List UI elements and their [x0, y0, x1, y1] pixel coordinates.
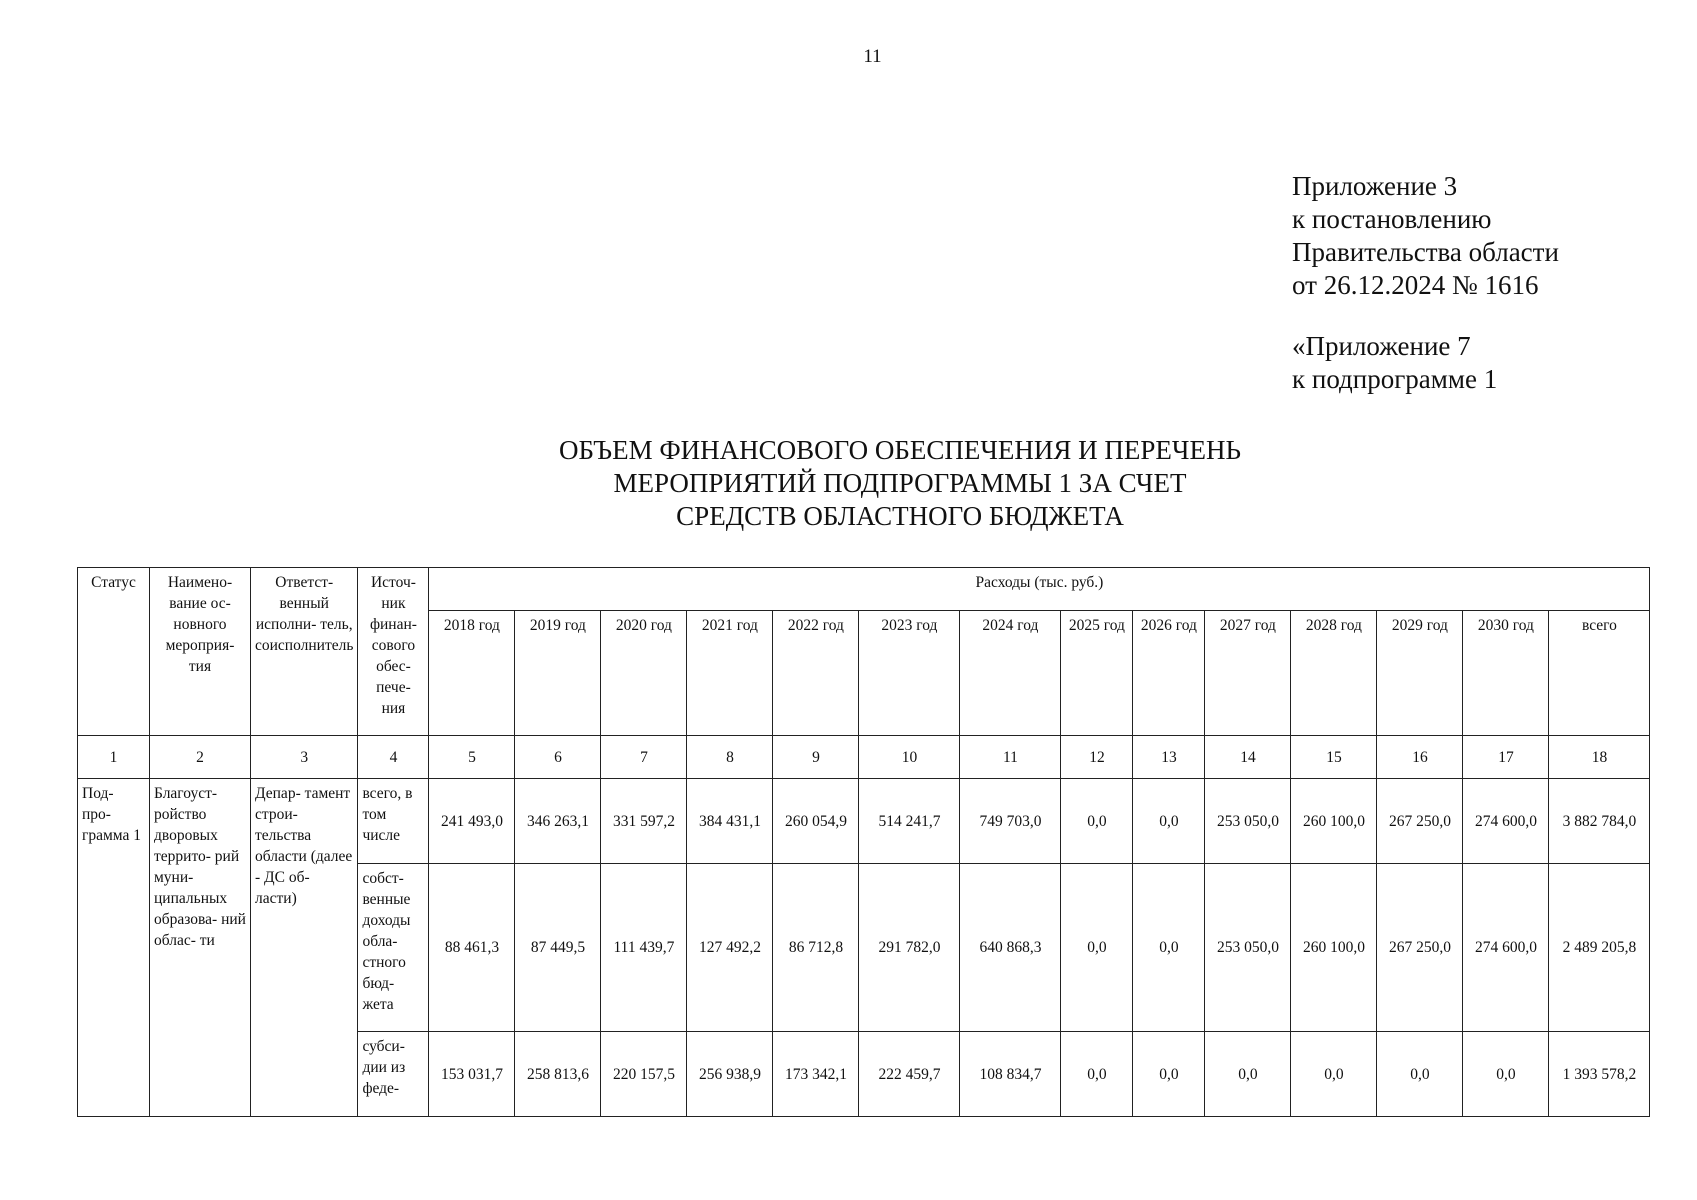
cell-value: 267 250,0 [1377, 864, 1463, 1032]
cell-value: 749 703,0 [960, 779, 1061, 864]
cell-value: 241 493,0 [429, 779, 515, 864]
header-year: 2028 год [1291, 611, 1377, 736]
column-number: 15 [1291, 736, 1377, 779]
cell-value: 253 050,0 [1205, 864, 1291, 1032]
cell-executor: Депар- тамент строи- тельства области (далее - ДС об- ласти) [251, 779, 358, 1117]
header-year: 2030 год [1463, 611, 1549, 736]
column-number: 8 [687, 736, 773, 779]
column-number: 17 [1463, 736, 1549, 779]
column-number: 18 [1549, 736, 1650, 779]
table-row-total [78, 779, 1650, 864]
header-year: 2018 год [429, 611, 515, 736]
column-number: 11 [960, 736, 1061, 779]
cell-value: 173 342,1 [773, 1032, 859, 1117]
cell-value: 640 868,3 [960, 864, 1061, 1032]
cell-value: 2 489 205,8 [1549, 864, 1650, 1032]
cell-value: 0,0 [1463, 1032, 1549, 1117]
cell-value: 0,0 [1291, 1032, 1377, 1117]
cell-value: 153 031,7 [429, 1032, 515, 1117]
cell-source: субси- дии из феде- [358, 1032, 429, 1117]
header-total: всего [1549, 611, 1650, 736]
cell-value: 111 439,7 [601, 864, 687, 1032]
document-title [400, 434, 1400, 533]
cell-value: 258 813,6 [515, 1032, 601, 1117]
cell-value: 274 600,0 [1463, 779, 1549, 864]
column-number: 9 [773, 736, 859, 779]
appendix-line: к постановлению [1292, 204, 1492, 234]
cell-value: 127 492,2 [687, 864, 773, 1032]
cell-value: 0,0 [1205, 1032, 1291, 1117]
title-line: СРЕДСТВ ОБЛАСТНОГО БЮДЖЕТА [676, 501, 1124, 531]
column-number: 14 [1205, 736, 1291, 779]
cell-value: 0,0 [1061, 864, 1133, 1032]
column-number: 16 [1377, 736, 1463, 779]
appendix-line: «Приложение 7 [1292, 331, 1471, 361]
header-year: 2027 год [1205, 611, 1291, 736]
column-number: 5 [429, 736, 515, 779]
cell-source: собст- венные доходы обла- стного бюд- жета [358, 864, 429, 1032]
cell-value: 260 100,0 [1291, 864, 1377, 1032]
column-number-row [78, 736, 1650, 779]
appendix-line: Приложение 3 [1292, 171, 1458, 201]
header-year: 2029 год [1377, 611, 1463, 736]
cell-source: всего, в том числе [358, 779, 429, 864]
column-number: 10 [859, 736, 960, 779]
header-year: 2019 год [515, 611, 601, 736]
column-number: 2 [150, 736, 251, 779]
cell-value: 260 054,9 [773, 779, 859, 864]
cell-status: Под- про- грамма 1 [78, 779, 150, 1117]
column-number: 7 [601, 736, 687, 779]
cell-value: 87 449,5 [515, 864, 601, 1032]
column-number: 12 [1061, 736, 1133, 779]
cell-value: 253 050,0 [1205, 779, 1291, 864]
header-year: 2024 год [960, 611, 1061, 736]
column-number: 1 [78, 736, 150, 779]
cell-value: 0,0 [1061, 779, 1133, 864]
cell-value: 108 834,7 [960, 1032, 1061, 1117]
cell-value: 256 938,9 [687, 1032, 773, 1117]
cell-value: 86 712,8 [773, 864, 859, 1032]
cell-value: 0,0 [1377, 1032, 1463, 1117]
column-number: 13 [1133, 736, 1205, 779]
cell-value: 1 393 578,2 [1549, 1032, 1650, 1117]
header-executor: Ответст- венный исполни- тель, соисполнитель [251, 568, 358, 736]
header-year: 2025 год [1061, 611, 1133, 736]
cell-value: 291 782,0 [859, 864, 960, 1032]
title-line: ОБЪЕМ ФИНАНСОВОГО ОБЕСПЕЧЕНИЯ И ПЕРЕЧЕНЬ [559, 435, 1241, 465]
cell-value: 346 263,1 [515, 779, 601, 864]
cell-value: 0,0 [1133, 1032, 1205, 1117]
budget-table [77, 567, 1650, 1117]
cell-value: 384 431,1 [687, 779, 773, 864]
cell-value: 222 459,7 [859, 1032, 960, 1117]
title-line: МЕРОПРИЯТИЙ ПОДПРОГРАММЫ 1 ЗА СЧЕТ [613, 468, 1187, 498]
appendix-line: Правительства области [1292, 237, 1559, 267]
header-name: Наимено- вание ос- новного мероприя- тия [150, 568, 251, 736]
header-expenses: Расходы (тыс. руб.) [429, 568, 1650, 611]
column-number: 3 [251, 736, 358, 779]
header-status: Статус [78, 568, 150, 736]
appendix-line: от 26.12.2024 № 1616 [1292, 270, 1539, 300]
header-year: 2026 год [1133, 611, 1205, 736]
cell-value: 3 882 784,0 [1549, 779, 1650, 864]
page-number: 11 [863, 46, 882, 67]
cell-value: 220 157,5 [601, 1032, 687, 1117]
cell-value: 274 600,0 [1463, 864, 1549, 1032]
cell-value: 260 100,0 [1291, 779, 1377, 864]
header-row [78, 568, 1650, 611]
cell-value: 0,0 [1133, 864, 1205, 1032]
column-number: 4 [358, 736, 429, 779]
header-year: 2021 год [687, 611, 773, 736]
cell-value: 0,0 [1133, 779, 1205, 864]
cell-value: 88 461,3 [429, 864, 515, 1032]
header-year: 2020 год [601, 611, 687, 736]
cell-value: 331 597,2 [601, 779, 687, 864]
cell-value: 514 241,7 [859, 779, 960, 864]
header-source: Источ- ник финан- сового обес- пече- ния [358, 568, 429, 736]
cell-value: 0,0 [1061, 1032, 1133, 1117]
appendix-line: к подпрограмме 1 [1292, 364, 1498, 394]
header-year: 2023 год [859, 611, 960, 736]
cell-measure-name: Благоуст- ройство дворовых террито- рий муни- ципальных образова- ний облас- ти [150, 779, 251, 1117]
column-number: 6 [515, 736, 601, 779]
header-year: 2022 год [773, 611, 859, 736]
cell-value: 267 250,0 [1377, 779, 1463, 864]
appendix-block [1292, 170, 1559, 396]
